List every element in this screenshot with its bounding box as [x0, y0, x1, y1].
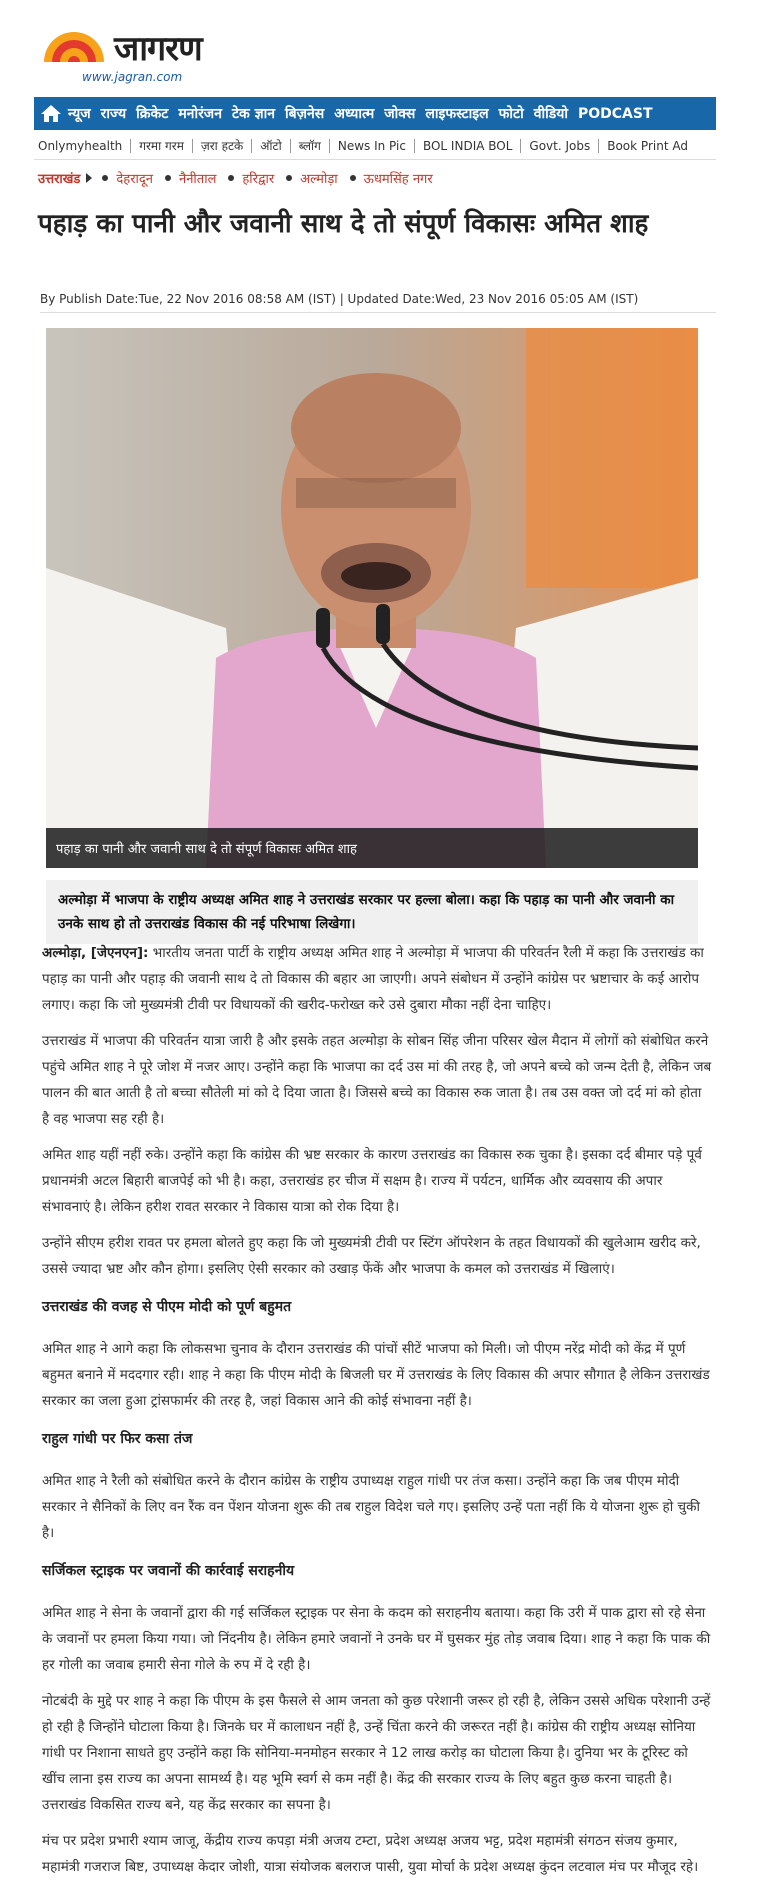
breadcrumb-city-label: अल्मोड़ा [300, 172, 338, 187]
breadcrumb-city[interactable] [165, 169, 216, 187]
nav-item-business[interactable]: बिज़नेस [285, 106, 325, 122]
hero-image[interactable] [46, 328, 698, 868]
logo-text: जागरण [114, 29, 202, 69]
subnav-item-news-in-pic[interactable]: News In Pic [330, 139, 415, 153]
breadcrumb-state[interactable]: उत्तराखंड [38, 172, 81, 187]
article-paragraph: उत्तराखंड में भाजपा की परिवर्तन यात्रा जारी है और इसके तहत अल्मोड़ा के सोबन सिंह जीना परिसर खेल मैदान में लोगों को संबोधित करने पहुंचे अमित शाह ने पूरे जोश में नजर आए। उन्होंने कहा कि भाजपा का दर्द उस मां की तरह है, जो अपने बच्चे को जन्म देती है, लेकिन जब पालन की बात आती है तो बच्चा सौतेली मां को दे दिया जाता है। जिससे बच्चे का विकास रुक जाता है। तब उस वक्त जो दर्द मां को होता है वह भाजपा सह रही है। [42, 1033, 712, 1127]
nav-item-news[interactable]: न्यूज [68, 106, 91, 122]
breadcrumb-city[interactable] [350, 169, 433, 187]
subnav-item-auto[interactable]: ऑटो [252, 139, 290, 153]
breadcrumb-city-label: ऊधमसिंह नगर [363, 172, 433, 187]
subnav-item-garma-garam[interactable]: गरमा गरम [131, 139, 193, 153]
article-summary: अल्मोड़ा में भाजपा के राष्ट्रीय अध्यक्ष अमित शाह ने उत्तराखंड सरकार पर हल्ला बोला। कहा कि पहाड़ का पानी और जवानी का उनके साथ हो तो उत्तराखंड विकास की नई परिभाषा लिखेगा। [46, 880, 698, 944]
article-paragraph: अमित शाह यहीं नहीं रुके। उन्होंने कहा कि कांग्रेस की भ्रष्ट सरकार के कारण उत्तराखंड का विकास रुक चुका है। इसका दर्द बीमार पड़े पूर्व प्रधानमंत्री अटल बिहारी बाजपेई को भी है। कहा, उत्तराखंड हर चीज में सक्षम है। राज्य में पर्यटन, धार्मिक और व्यवसाय की अपार संभावनाएं है। लेकिन हरीश रावत सरकार ने विकास यात्रा को रोक दिया है। [42, 1147, 702, 1215]
site-logo[interactable] [40, 22, 240, 82]
bullet-icon [102, 175, 108, 181]
subnav-item-onlymyhealth[interactable]: Onlymyhealth [34, 139, 131, 153]
subnav-item-govt-jobs[interactable]: Govt. Jobs [521, 139, 599, 153]
article-paragraph: उन्होंने सीएम हरीश रावत पर हमला बोलते हुए कहा कि जो मुख्यमंत्री टीवी पर स्टिंग ऑपरेशन के तहत विधायकों की खुलेआम खरीद करे, उससे ज्यादा भ्रष्ट और कौन होगा। इसलिए ऐसी सरकार को उखाड़ फेंकें और भाजपा के कमल को उत्तराखंड में खिलाएं। [42, 1235, 701, 1277]
site-url[interactable]: www.jagran.com [82, 70, 183, 84]
article-paragraph: अमित शाह ने आगे कहा कि लोकसभा चुनाव के दौरान उत्तराखंड की पांचों सीटें भाजपा को मिली। जो पीएम नरेंद्र मोदी को केंद्र में पूर्ण बहुमत बनाने में मददगार रही। शाह ने कहा कि पीएम मोदी के बिजली घर में उत्तराखंड के लिए विकास की अपार सौगात है लेकिन उत्तराखंड सरकार का जला हुआ ट्रांसफार्मर की तरह है, जहां विकास आने की कोई संभावना नहीं है। [42, 1341, 710, 1409]
nav-item-entertainment[interactable]: मनोरंजन [178, 106, 222, 122]
nav-item-lifestyle[interactable]: लाइफस्टाइल [425, 106, 489, 122]
subnav-item-book-print-ad[interactable]: Book Print Ad [607, 139, 688, 153]
nav-item-cricket[interactable]: क्रिकेट [136, 106, 169, 122]
article-headline: पहाड़ का पानी और जवानी साथ दे तो संपूर्ण विकासः अमित शाह [38, 209, 649, 239]
breadcrumb [38, 168, 445, 188]
breadcrumb-city-label: हरिद्वार [242, 172, 275, 187]
nav-item-states[interactable]: राज्य [100, 106, 127, 122]
article-meta: By Publish Date:Tue, 22 Nov 2016 08:58 AM (IST) | Updated Date:Wed, 23 Nov 2016 05:05 AM (IST) [40, 292, 716, 313]
nav-item-tech[interactable]: टेक ज्ञान [231, 106, 276, 122]
article-paragraph: अमित शाह ने रैली को संबोधित करने के दौरान कांग्रेस के राष्ट्रीय उपाध्यक्ष राहुल गांधी पर तंज कसा। उन्होंने कहा कि जब पीएम मोदी सरकार ने सैनिकों के लिए वन रैंक वन पेंशन योजना शुरू की तब राहुल विदेश चले गए। इसलिए उन्हें पता नहीं कि ये योजना शुरू हो चुकी है। [42, 1473, 700, 1541]
nav-item-photo[interactable]: फोटो [498, 106, 524, 122]
sun-logo-icon [40, 28, 108, 62]
breadcrumb-city[interactable] [102, 169, 153, 187]
breadcrumb-city[interactable] [286, 169, 338, 187]
bullet-icon [228, 175, 234, 181]
bullet-icon [286, 175, 292, 181]
article-paragraph: अमित शाह ने सेना के जवानों द्वारा की गई सर्जिकल स्ट्राइक पर सेना के कदम को सराहनीय बताया। कहा कि उरी में पाक द्वारा सो रहे सेना के जवानों पर हमला किया गया। जो निंदनीय है। लेकिन हमारे जवानों ने उनके घर में घुसकर मुंह तोड़ जवाब दिया। शाह ने कहा कि पाक की हर गोली का जवाब हमारी सेना गोले के रुप में दे रही है। [42, 1605, 711, 1673]
subnav-item-zara-hatke[interactable]: ज़रा हटके [193, 139, 252, 153]
bullet-icon [165, 175, 171, 181]
subnav-item-blog[interactable]: ब्लॉग [291, 139, 330, 153]
paragraph-text: भारतीय जनता पार्टी के राष्ट्रीय अध्यक्ष अमित शाह ने अल्मोड़ा में भाजपा की परिवर्तन रैली में कहा कि उत्तराखंड का पहाड़ का पानी और पहाड़ की जवानी साथ दे तो विकास की बहार आ जाएगी। अपने संबोधन में उन्होंने कांग्रेस पर भ्रष्टाचार के कई आरोप लगाए। कहा कि जो मुख्यमंत्री टीवी पर विधायकों की खरीद-फरोख्त करे उसे दुबारा मौका नहीं देना चाहिए। [42, 945, 704, 1013]
section-heading: सर्जिकल स्ट्राइक पर जवानों की कार्रवाई सराहनीय [42, 1563, 295, 1579]
sub-nav [34, 133, 716, 160]
nav-item-jokes[interactable]: जोक्स [384, 106, 416, 122]
breadcrumb-city-label: देहरादून [116, 172, 153, 187]
image-caption-bar [46, 828, 698, 868]
nav-items [68, 97, 663, 130]
breadcrumb-city[interactable] [228, 169, 274, 187]
breadcrumb-city-label: नैनीताल [179, 172, 217, 187]
article-paragraph: नोटबंदी के मुद्दे पर शाह ने कहा कि पीएम के इस फैसले से आम जनता को कुछ परेशानी जरूर हो रही है, लेकिन उससे अधिक परेशानी उन्हें हो रही है जिन्होंने घोटाला किया है। जिनके घर में कालाधन नहीं है, उन्हें चिंता करने की जरूरत नहीं है। कांग्रेस की राष्ट्रीय अध्यक्ष सोनिया गांधी पर निशाना साधते हुए उन्होंने कहा कि सोनिया-मनमोहन सरकार ने 12 लाख करोड़ का घोटाला किया है। दुनिया भर के टूरिस्ट को खींच लाना इस राज्य का अपना सामर्थ्य है। यह भूमि स्वर्ग से कम नहीं है। केंद्र की सरकार राज्य के लिए बहुत कुछ करना चाहती है। उत्तराखंड विकसित राज्य बने, यह केंद्र सरकार का सपना है। [42, 1693, 711, 1813]
nav-item-video[interactable]: वीडियो [533, 106, 568, 122]
article-body [42, 940, 712, 1890]
breadcrumb-arrow-icon [86, 173, 92, 183]
bullet-icon [350, 175, 356, 181]
section-heading: राहुल गांधी पर फिर कसा तंज [42, 1431, 193, 1447]
dateline: अल्मोड़ा, [जेएनएन]: [42, 945, 149, 961]
main-nav [34, 97, 716, 130]
home-icon[interactable] [40, 103, 62, 123]
article-paragraph [42, 940, 712, 1018]
article-paragraph: मंच पर प्रदेश प्रभारी श्याम जाजू, केंद्रीय राज्य कपड़ा मंत्री अजय टम्टा, प्रदेश अध्यक्ष अजय भट्ट, प्रदेश महामंत्री संगठन संजय कुमार, महामंत्री गजराज बिष्ट, उपाध्यक्ष केदार जोशी, यात्रा संयोजक बलराज पासी, युवा मोर्चा के प्रदेश अध्यक्ष कुंदन लटवाल मंच पर मौजूद रहे। [42, 1833, 699, 1875]
image-caption: पहाड़ का पानी और जवानी साथ दे तो संपूर्ण विकासः अमित शाह [56, 842, 357, 857]
section-heading: उत्तराखंड की वजह से पीएम मोदी को पूर्ण बहुमत [42, 1299, 292, 1315]
subnav-item-bol-india-bol[interactable]: BOL INDIA BOL [415, 139, 521, 153]
nav-item-spirituality[interactable]: अध्यात्म [334, 106, 375, 122]
speaker-photo [46, 328, 698, 868]
nav-item-podcast[interactable]: PODCAST [578, 105, 653, 122]
